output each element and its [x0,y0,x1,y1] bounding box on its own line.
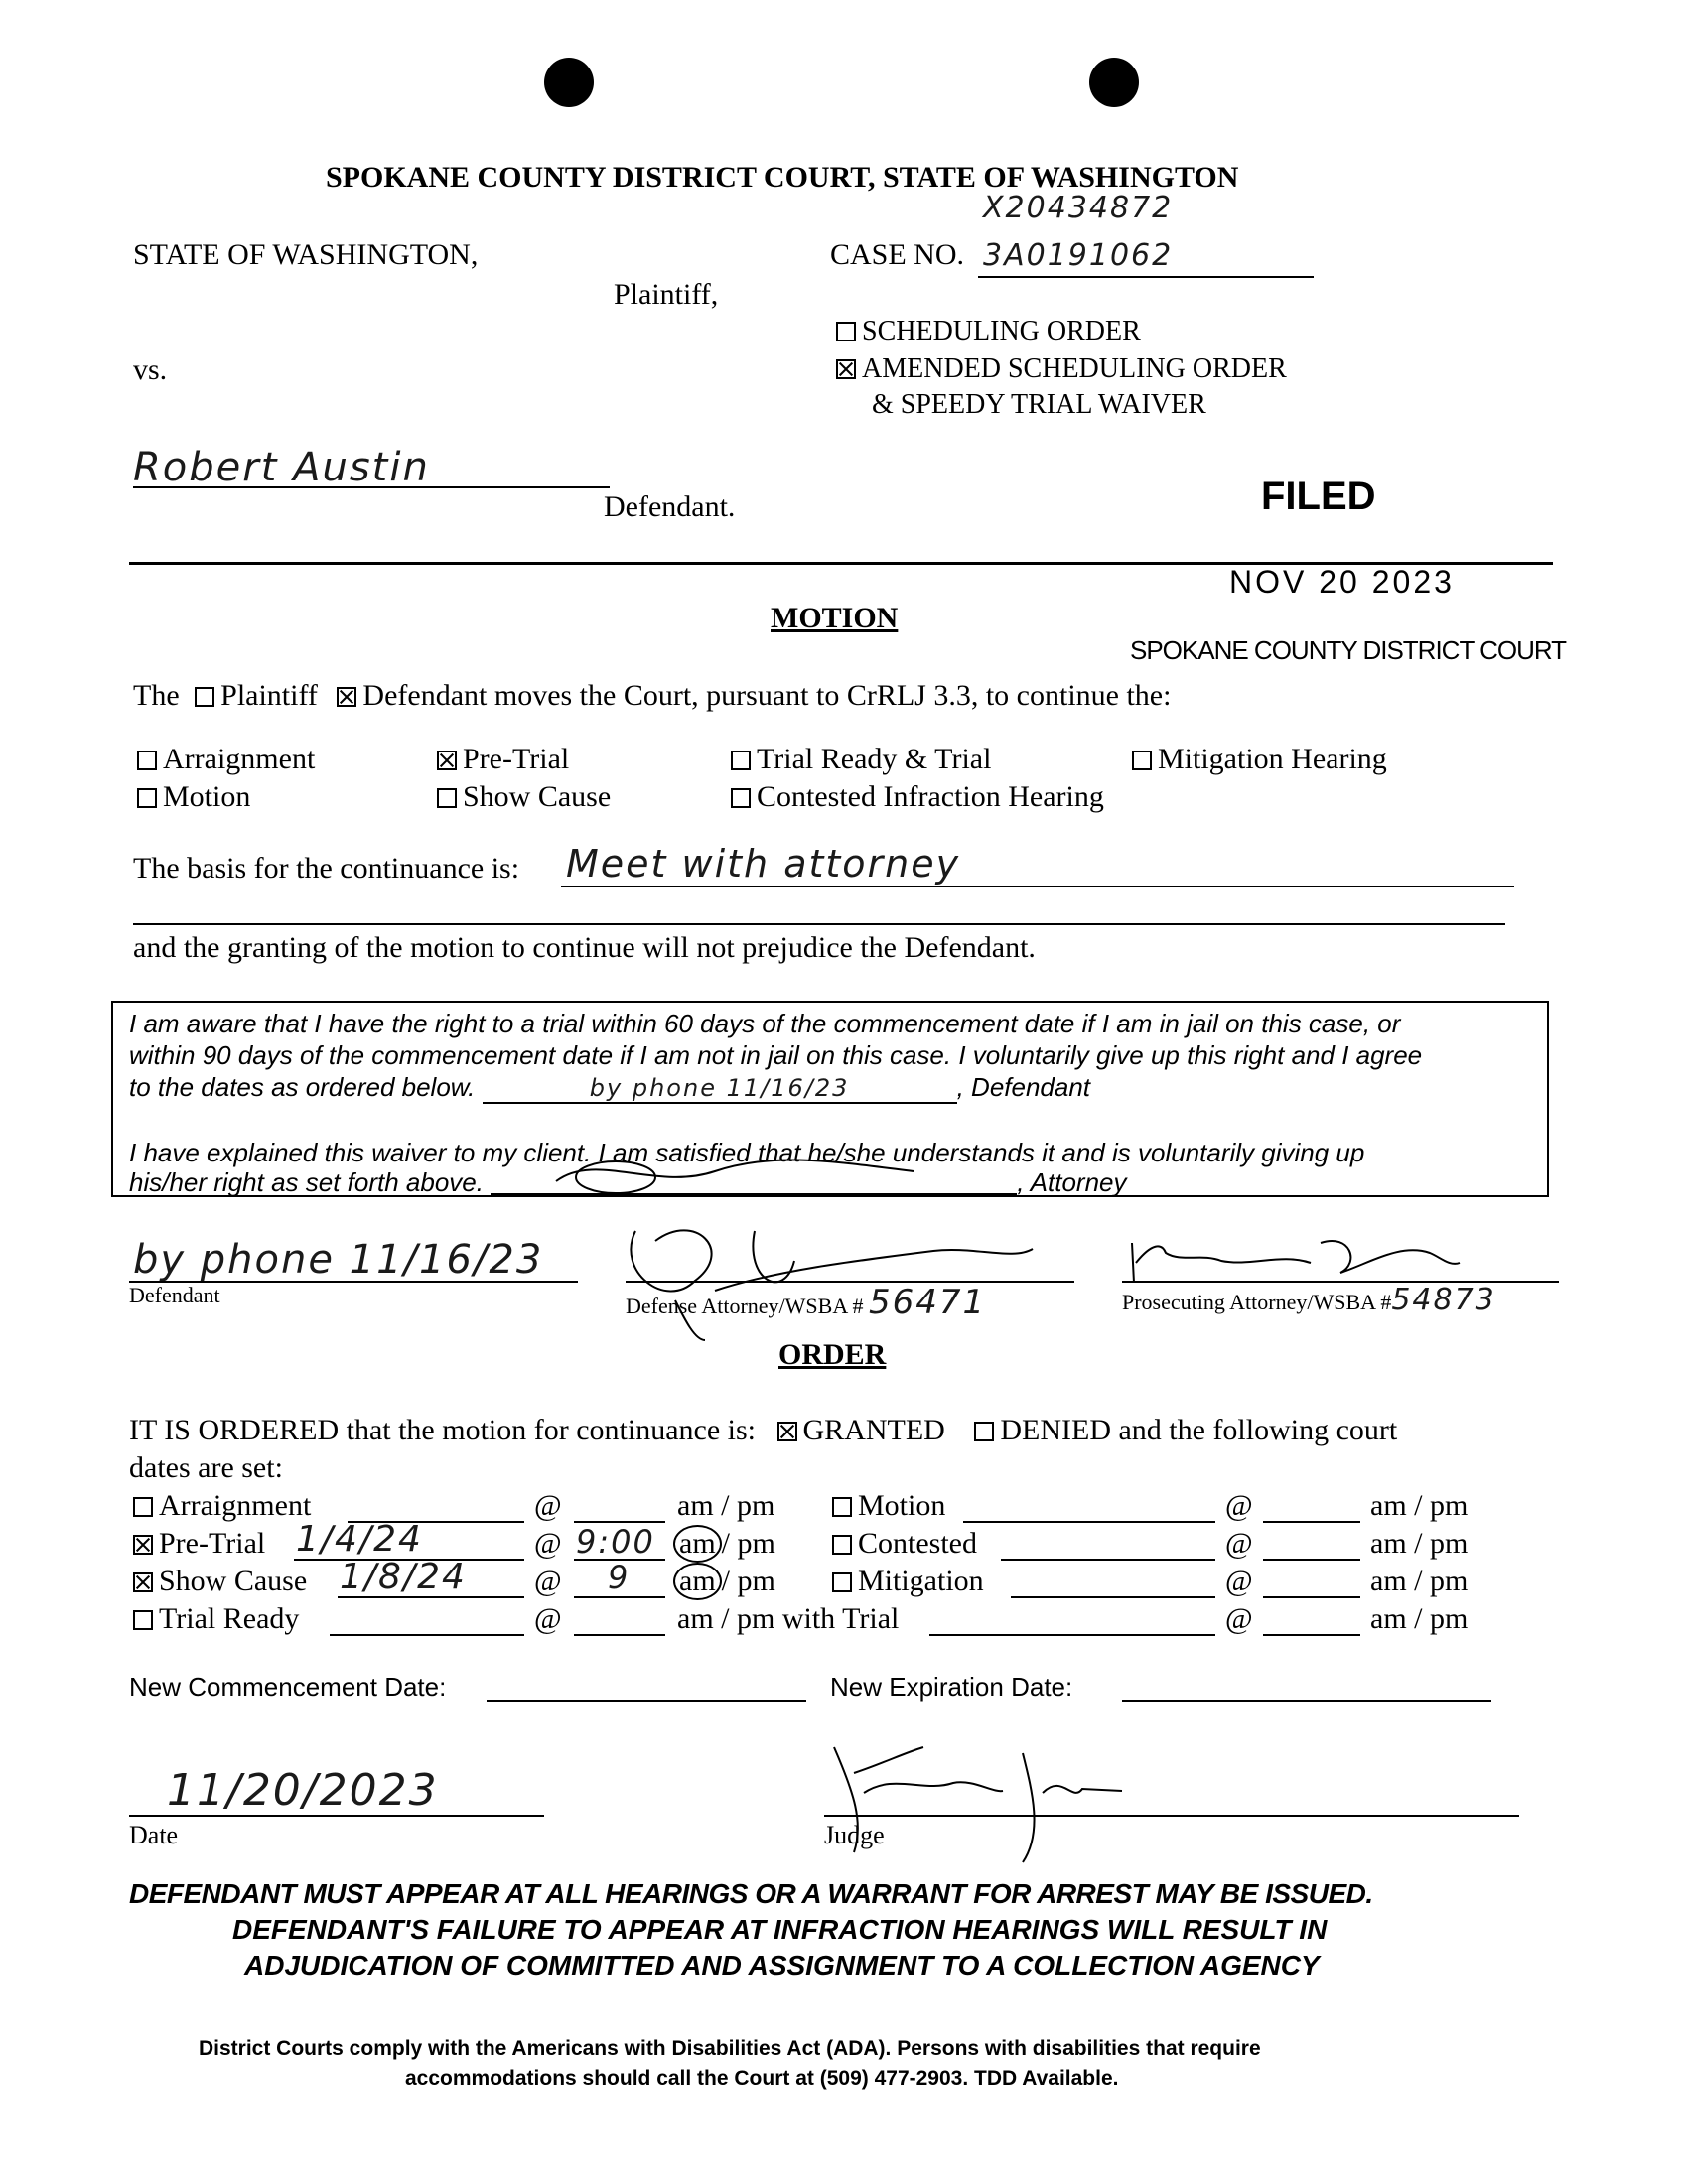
mitigation-time-line [1263,1596,1360,1598]
waiver-line-2: within 90 days of the commencement date if I am not in jail on this case. I voluntarily give up this right and I agree [129,1040,1423,1070]
judge-signature [824,1733,1142,1872]
speedy-trial-waiver-label: & SPEEDY TRIAL WAIVER [872,389,1206,420]
show-cause-time[interactable]: 9 [608,1559,631,1596]
order-motion-checkbox[interactable] [832,1497,852,1517]
denied-checkbox[interactable] [974,1422,994,1441]
scheduling-order-checkbox[interactable] [836,322,856,341]
motion-time-line [1263,1521,1360,1523]
order-show-cause-checkbox[interactable] [133,1572,153,1592]
trial-ready-date-line [330,1634,524,1636]
contested-checkbox[interactable] [731,788,751,808]
pretrial-checkbox[interactable] [437,751,457,770]
ada-line-1: District Courts comply with the Americans with Disabilities Act (ADA). Persons with disabilities that require [199,2037,1261,2060]
defendant-signature-label: Defendant [129,1283,220,1307]
order-pretrial-checkbox[interactable] [133,1535,153,1555]
hearing-pretrial: Pre-Trial [437,743,569,776]
prosecutor-wsba-number[interactable]: 54873 [1391,1283,1496,1317]
granted-checkbox[interactable] [777,1422,797,1441]
plaintiff-checkbox[interactable] [195,687,214,707]
case-no-label: CASE NO. [830,238,965,271]
case-no-value: 3A0191062 [983,238,1174,273]
mitigation-date-line [1011,1596,1215,1598]
warning-line-3: ADJUDICATION OF COMMITTED AND ASSIGNMENT TO A COLLECTION AGENCY [244,1950,1320,1980]
show-cause-ampm: am / pm [673,1563,775,1600]
trial-ready-checkbox[interactable] [731,751,751,770]
motion-parties-line: The Plaintiff Defendant moves the Court, pursuant to CrRLJ 3.3, to continue the: [133,679,1172,712]
mitigation-ampm: am / pm [1370,1565,1469,1597]
amended-order-checkbox[interactable] [836,359,856,379]
show-cause-date-line [338,1596,524,1598]
filed-stamp-court: SPOKANE COUNTY DISTRICT COURT [1130,635,1567,665]
order-mitigation-checkbox[interactable] [832,1572,852,1592]
waiver-defendant-signature[interactable]: by phone 11/16/23 [483,1074,957,1104]
arraignment-ampm: am / pm [677,1489,775,1522]
case-no-line [978,276,1314,278]
pretrial-time[interactable]: 9:00 [576,1523,655,1561]
order-motion: Motion [832,1489,945,1523]
commencement-label: New Commencement Date: [129,1672,447,1702]
contested-date-line [1001,1559,1215,1561]
trial-ampm: am / pm [1370,1602,1469,1635]
order-pretrial: Pre-Trial [133,1527,265,1561]
order-heading: ORDER [778,1338,887,1371]
ada-line-2: accommodations should call the Court at (509) 477-2903. TDD Available. [405,2067,1119,2090]
order-date-line [129,1815,544,1817]
arraignment-at: @ [534,1489,562,1522]
defendant-name: Robert Austin [133,445,430,490]
mitigation-at: @ [1225,1565,1253,1597]
show-cause-at: @ [534,1565,562,1597]
trial-at: @ [1225,1602,1253,1635]
order-statement: IT IS ORDERED that the motion for continuance is: GRANTED DENIED and the following court [129,1414,1398,1446]
dates-set-label: dates are set: [129,1451,283,1484]
order-arraignment-checkbox[interactable] [133,1497,153,1517]
warning-line-2: DEFENDANT'S FAILURE TO APPEAR AT INFRACTION HEARINGS WILL RESULT IN [232,1914,1328,1945]
order-trial-ready: Trial Ready [133,1602,299,1636]
waiver-line-5: his/her right as set forth above. , Attorney [129,1167,1127,1197]
hearing-mitigation: Mitigation Hearing [1132,743,1387,776]
scheduling-order-option: SCHEDULING ORDER [836,316,1141,347]
order-date-label: Date [129,1821,179,1849]
trial-ready-time-line [574,1634,665,1636]
pretrial-at: @ [534,1527,562,1560]
motion-at: @ [1225,1489,1253,1522]
trial-date-line [929,1634,1215,1636]
trial-time-line [1263,1634,1360,1636]
pretrial-am-selected[interactable]: am [673,1525,722,1563]
hearing-trial-ready: Trial Ready & Trial [731,743,991,776]
punch-hole-right [1089,58,1139,107]
plaintiff-label: Plaintiff, [614,278,719,311]
order-contested: Contested [832,1527,977,1561]
basis-value[interactable]: Meet with attorney [566,842,961,886]
plaintiff-name: STATE OF WASHINGTON, [133,238,479,271]
trial-ready-with-trial: am / pm with Trial [677,1602,900,1635]
waiver-line-4: I have explained this waiver to my client. I am satisfied that he/she understands it and is voluntarily giving up [129,1138,1365,1167]
motion-heading: MOTION [771,602,899,634]
pretrial-ampm: am / pm [673,1525,775,1563]
commencement-date-field[interactable] [487,1700,806,1702]
expiration-date-field[interactable] [1122,1700,1491,1702]
defendant-name-line [133,486,610,488]
basis-line-1 [561,886,1514,887]
waiver-line-3: to the dates as ordered below. by phone 11/16/23 , Defendant [129,1072,1091,1102]
handwritten-case-ref: X20434872 [983,191,1174,225]
judge-label: Judge [824,1821,885,1849]
order-trial-ready-checkbox[interactable] [133,1610,153,1630]
defense-attorney-label: Defense Attorney/WSBA # 56471 [626,1283,987,1322]
contested-at: @ [1225,1527,1253,1560]
expiration-label: New Expiration Date: [830,1672,1073,1702]
motion-checkbox[interactable] [137,788,157,808]
order-mitigation: Mitigation [832,1565,984,1598]
mitigation-checkbox[interactable] [1132,751,1152,770]
basis-label: The basis for the continuance is: [133,852,520,885]
pretrial-date[interactable]: 1/4/24 [296,1519,423,1560]
trial-ready-at: @ [534,1602,562,1635]
defense-attorney-signature [596,1191,1072,1350]
vs-label: vs. [133,353,168,386]
amended-order-option: AMENDED SCHEDULING ORDER [836,353,1287,385]
arraignment-checkbox[interactable] [137,751,157,770]
contested-time-line [1263,1559,1360,1561]
contested-ampm: am / pm [1370,1527,1469,1560]
hearing-arraignment: Arraignment [137,743,315,776]
defendant-signature-value[interactable]: by phone 11/16/23 [133,1237,544,1283]
defendant-checkbox[interactable] [337,687,356,707]
judge-signature-line [824,1815,1519,1817]
order-contested-checkbox[interactable] [832,1535,852,1555]
show-cause-time-line [574,1596,665,1598]
hearing-show-cause: Show Cause [437,780,611,814]
prosecuting-attorney-label: Prosecuting Attorney/WSBA #54873 [1122,1283,1496,1317]
filed-stamp-date: NOV 20 2023 [1229,564,1455,600]
motion-ampm: am / pm [1370,1489,1469,1522]
hearing-motion: Motion [137,780,250,814]
defense-wsba-number[interactable]: 56471 [869,1283,987,1322]
motion-date-line [963,1521,1215,1523]
filed-stamp-title: FILED [1261,475,1376,518]
show-cause-checkbox[interactable] [437,788,457,808]
order-arraignment: Arraignment [133,1489,311,1523]
hearing-contested: Contested Infraction Hearing [731,780,1104,814]
order-show-cause: Show Cause [133,1565,307,1598]
show-cause-date[interactable]: 1/8/24 [340,1557,467,1597]
court-title: SPOKANE COUNTY DISTRICT COURT, STATE OF WASHINGTON [326,161,1239,194]
warning-line-1: DEFENDANT MUST APPEAR AT ALL HEARINGS OR A WARRANT FOR ARREST MAY BE ISSUED. [129,1878,1373,1909]
waiver-line-1: I am aware that I have the right to a trial within 60 days of the commencement date if I am in jail on this case, or [129,1009,1401,1038]
prejudice-text: and the granting of the motion to continue will not prejudice the Defendant. [133,931,1036,964]
punch-hole-left [544,58,594,107]
show-cause-am-selected[interactable]: am [673,1563,722,1600]
order-date-value[interactable]: 11/20/2023 [167,1765,439,1816]
basis-line-2 [133,923,1505,925]
defendant-label: Defendant. [604,490,736,523]
